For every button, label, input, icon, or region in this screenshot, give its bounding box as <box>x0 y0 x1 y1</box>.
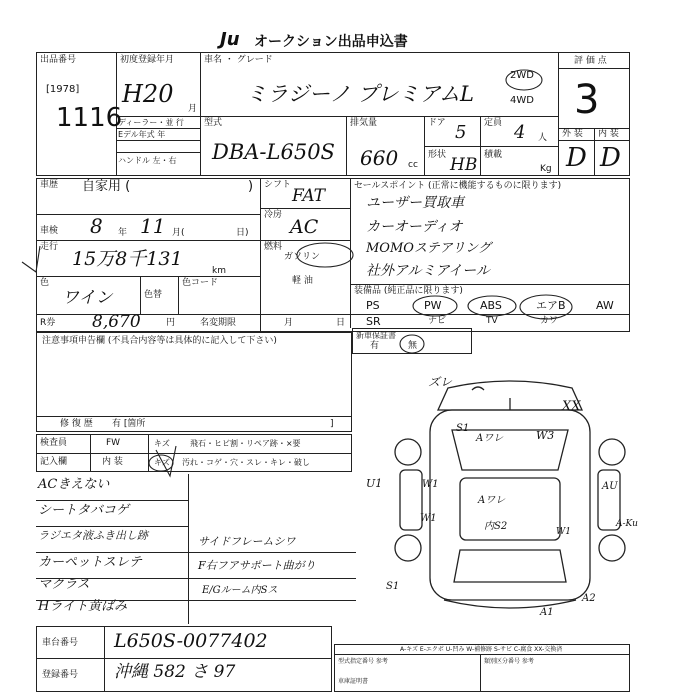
shaken-month: 11 <box>140 214 166 238</box>
damage-diagram <box>360 360 660 630</box>
first-registration-label: 初度登録年月 <box>120 55 175 65</box>
remark-1: ACきえない <box>38 477 110 492</box>
remark-2: シートタバコゲ <box>38 503 129 518</box>
rating-value: 3 <box>574 77 600 123</box>
shaken-year: 8 <box>90 214 103 238</box>
rating-label: 評 価 点 <box>574 56 607 66</box>
mark-w1-right: W1 <box>556 527 571 537</box>
mark-u1: U1 <box>366 477 383 490</box>
notes-label: 注意事項申告欄 (不具合内容等は具体的に記入して下さい) <box>42 336 277 346</box>
sheet-title: オークション出品申込書 <box>254 34 408 50</box>
recycle-unit: 円 <box>166 318 176 328</box>
equip-tv: TV <box>486 316 498 326</box>
recycle-value: 8,670 <box>92 312 141 332</box>
seats-unit: 人 <box>538 133 548 143</box>
mark-a1: A1 <box>540 607 554 618</box>
shaken-day-unit: 日) <box>236 228 249 238</box>
mark-a2: A2 <box>582 593 596 604</box>
chassis-label: 車台番号 <box>42 638 79 648</box>
model-code-value: DBA-L650S <box>212 140 335 164</box>
displacement-value: 660 <box>360 146 399 170</box>
legend-class-number: 類別区分番号 参考 <box>484 658 534 665</box>
equip-abs: ABS <box>480 299 502 312</box>
shift-value: FAT <box>292 186 326 206</box>
mark-xx: XX <box>562 399 581 414</box>
sales-point-4: 社外アルミアイール <box>366 263 490 279</box>
sales-point-1: ユーザー買取車 <box>366 195 464 211</box>
first-registration-value: H20 <box>122 80 174 108</box>
drive-2wd: 2WD <box>510 70 534 81</box>
model-year-label: Eデル年式 年 <box>118 130 166 139</box>
remarks-list <box>36 474 186 624</box>
load-label: 積載 <box>484 150 503 160</box>
header <box>220 29 480 49</box>
chassis-number: L650S-0077402 <box>114 630 268 652</box>
frame-note-1: サイドフレームシワ <box>198 535 296 548</box>
displacement-label: 排気量 <box>350 118 378 128</box>
remark-6: Hライト黄ばみ <box>38 599 127 614</box>
color-value: ワイン <box>62 288 113 308</box>
load-unit: Kg <box>540 164 552 174</box>
mark-zure: ズレ <box>428 375 453 389</box>
color-label: 色 <box>40 278 50 288</box>
exterior-label: 外 装 <box>562 129 583 139</box>
exterior-grade: D <box>566 143 587 173</box>
frame-notes <box>196 536 366 616</box>
shaken-month-unit: 月( <box>172 228 185 238</box>
sales-point-3: MOMOステアリング <box>366 241 491 256</box>
equip-ps: PS <box>366 299 380 312</box>
sales-point-2: カーオーディオ <box>366 219 463 235</box>
recycle-label: R券 <box>40 318 56 328</box>
model-code-label: 型式 <box>204 118 223 128</box>
mark-aware-center: Aワレ <box>478 495 506 506</box>
entry-label: 記入欄 <box>40 457 68 467</box>
remark-5: マクラス <box>38 577 90 592</box>
repair-history-value: 有 [箇所 <box>112 419 146 429</box>
aircon-value: AC <box>290 216 319 238</box>
car-name-label: 車名 ・ グレード <box>204 55 273 65</box>
seats-value: 4 <box>514 122 526 143</box>
remark-3: ラジエタ液ふき出し跡 <box>38 529 148 542</box>
legend-garage: 車庫証明書 <box>338 678 369 685</box>
color-code-label: 色コード <box>182 278 219 288</box>
car-name-value: ミラジーノ プレミアムL <box>246 82 474 106</box>
lot-prefix: [1978] <box>46 84 80 95</box>
frame-note-2: F右フアサポート曲がり <box>198 559 316 572</box>
fuel-value: ガソリン <box>284 252 321 262</box>
fuel-label: 燃料 <box>264 242 283 252</box>
mark-au: AU <box>602 481 618 492</box>
km-unit: km <box>212 266 226 276</box>
mark-s1-bottom: S1 <box>386 581 400 592</box>
manual-label: 新車保証書 <box>356 331 396 340</box>
handle-label: ハンドル 左・右 <box>118 156 177 165</box>
usage-close: ) <box>248 179 254 194</box>
exterior-key-1: キズ <box>154 439 170 448</box>
equip-airbag: エアB <box>536 299 566 312</box>
mark-a-ku: A-Ku <box>616 519 638 529</box>
interior-key-label: 内 装 <box>102 457 123 467</box>
equip-kawa: カワ <box>540 316 559 326</box>
fw-label: FW <box>106 438 121 448</box>
remark-4: カーペットスレテ <box>38 555 142 570</box>
equip-pw: PW <box>424 299 442 312</box>
seats-label: 定員 <box>484 118 503 128</box>
interior-key-1: キズ <box>154 458 170 467</box>
notes-section <box>36 332 352 432</box>
interior-key-2: 汚れ・コゲ・穴・スレ・キレ・破し <box>182 458 310 467</box>
equip-aw: AW <box>596 299 614 312</box>
plate-label: 登録番号 <box>42 670 79 680</box>
usage-value: 自家用 ( <box>82 179 131 194</box>
drive-4wd: 4WD <box>510 95 534 106</box>
name-change-month: 月 <box>284 318 294 328</box>
shaken-label: 車検 <box>40 226 59 236</box>
equipment-label: 装備品 (純正品に限ります) <box>354 286 463 296</box>
dealer-label: ディーラー・並 行 <box>118 118 184 127</box>
displacement-unit: cc <box>408 160 418 170</box>
repair-history-close: ] <box>330 419 334 429</box>
lot-number-label: 出品番号 <box>40 55 77 65</box>
mileage-label: 走行 <box>40 242 59 252</box>
equip-sr: SR <box>366 315 381 328</box>
mark-w3: W3 <box>536 429 555 442</box>
mark-s1-top: S1 <box>456 423 470 434</box>
color-change-label: 色替 <box>144 290 163 300</box>
shape-label: 形状 <box>428 150 447 160</box>
plate-number: 沖縄 582 さ 97 <box>114 662 236 682</box>
mark-w1-upper: W1 <box>422 479 439 490</box>
doors-label: ドア <box>428 118 446 128</box>
interior-grade: D <box>600 143 621 173</box>
mark-w1-lower: W1 <box>420 513 437 524</box>
repair-history-label: 修 復 歴 <box>60 419 93 429</box>
name-change-day: 日 <box>336 318 346 328</box>
mileage-value: 15万8千131 <box>72 248 183 270</box>
month-unit: 月 <box>188 104 198 114</box>
lot-number: 1116 <box>56 103 123 133</box>
car-outline <box>360 360 660 630</box>
mark-aware-top: Aワレ <box>476 433 504 444</box>
legend-type-number: 型式指定番号 参考 <box>338 658 388 665</box>
aircon-label: 冷房 <box>264 210 283 220</box>
interior-label: 内 装 <box>598 129 619 139</box>
name-change-label: 名変期限 <box>200 318 237 328</box>
legend-damage-codes: A-キズ E-エクボ U-凹み W-補修跡 S-サビ C-腐食 XX-交換済 <box>400 646 563 653</box>
manual-no: 無 <box>408 341 418 351</box>
mark-inner-s2: 内S2 <box>484 521 508 532</box>
shape-value: HB <box>450 155 478 175</box>
shaken-year-unit: 年 <box>118 228 128 238</box>
logo: Ju <box>220 29 240 50</box>
sales-points-label: セールスポイント (正常に機能するものに限ります) <box>354 181 562 191</box>
usage-label: 車歴 <box>40 180 59 190</box>
inspector-label: 検査員 <box>40 438 68 448</box>
manual-yes: 有 <box>370 341 380 351</box>
shift-label: シフト <box>264 180 292 190</box>
doors-value: 5 <box>455 122 467 143</box>
equip-navi: ナビ <box>428 316 447 326</box>
exterior-key-2: 飛石・ヒビ割・リペア跡・×要 <box>190 439 301 448</box>
frame-note-3: E/Gルーム内Sス <box>202 585 278 596</box>
light-oil-label: 軽 油 <box>292 276 313 286</box>
